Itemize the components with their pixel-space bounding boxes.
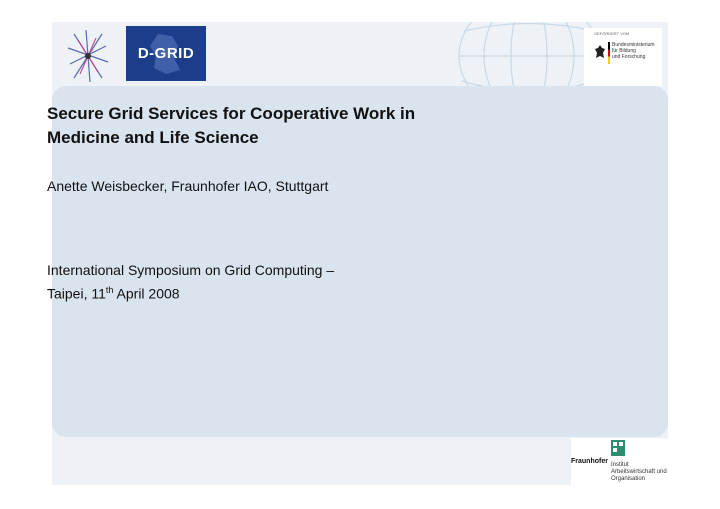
fraunhofer-text: Fraunhofer <box>571 458 608 465</box>
bmbf-logo <box>584 28 662 86</box>
slide <box>52 22 668 485</box>
institute-text: Institut Arbeitswirtschaft und Organisation <box>611 462 667 482</box>
event-info <box>47 260 334 304</box>
slide-title: Secure Grid Services for Cooperative Work in Medicine and Life Science <box>47 104 416 147</box>
bmbf-small-text: GEFÖRDERT VOM <box>594 31 630 36</box>
dgrid-logo <box>126 26 206 81</box>
event-line-2: Taipei, 11th April 2008 <box>47 285 180 302</box>
dgrid-logo-text: D-GRID <box>137 45 195 62</box>
bmbf-ministry-text: Bundesministerium für Bildung und Forschung <box>612 42 655 60</box>
author-line: Anette Weisbecker, Fraunhofer IAO, Stuttgart <box>47 178 329 194</box>
flag-stripe <box>608 42 610 64</box>
eagle-icon <box>594 44 606 60</box>
iao-label: IAO <box>611 451 618 456</box>
event-line-1: International Symposium on Grid Computing – <box>47 262 335 278</box>
molecule-logo-icon <box>66 28 110 84</box>
fraunhofer-iao-logo <box>571 438 671 485</box>
